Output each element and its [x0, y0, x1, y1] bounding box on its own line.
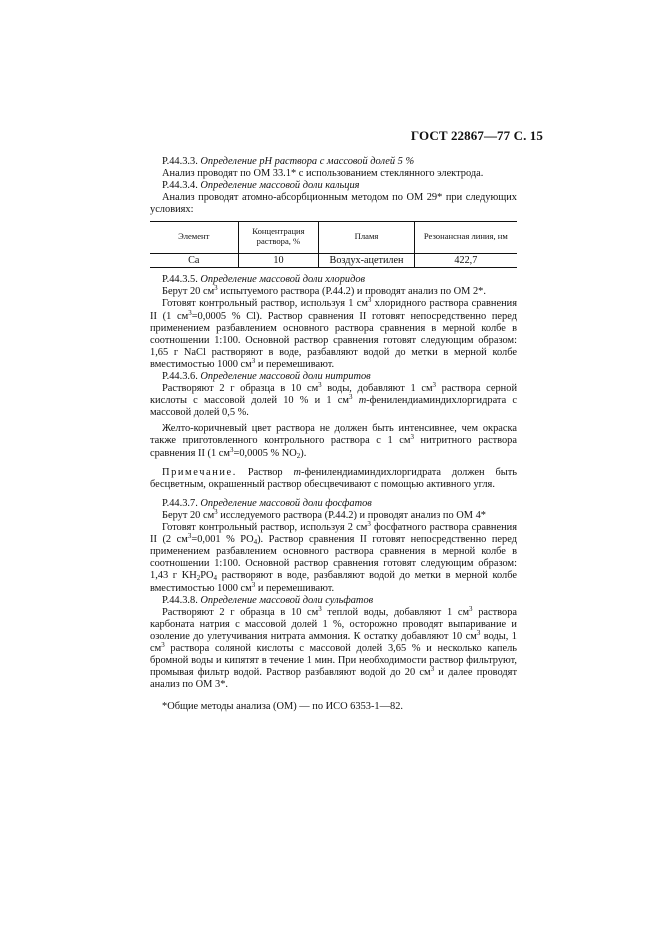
section-number: P.44.3.5. — [162, 274, 198, 286]
section-number: P.44.3.8. — [162, 594, 198, 606]
footnote: *Общие методы анализа (ОМ) — по ИСО 6353-1—82. — [162, 701, 403, 713]
section-number: P.44.3.3. — [162, 156, 198, 167]
table-cell: Ca — [150, 253, 238, 268]
section-title: Определение массовой доли кальция — [200, 180, 360, 192]
section-title: Определение массовой доли хлоридов — [200, 274, 366, 286]
column-header: Концентрация раствора, % — [238, 222, 319, 253]
section-title: Определение массовой доли нитритов — [200, 371, 371, 382]
table-cell: Воздух-ацетилен — [319, 253, 414, 268]
column-header: Резонансная линия, нм — [414, 222, 517, 253]
paragraph: Берут 20 $см^3$ исследуемого раствора (P.44.2) и проводят анализ по ОМ 4* — [162, 507, 486, 521]
column-header: Пламя — [319, 222, 414, 253]
table-cell: 422,7 — [414, 253, 517, 268]
paragraph: Анализ проводят атомно-абсорбционным методом по ОМ 29* при следующих условиях: — [150, 192, 517, 216]
section-heading-nitrites — [150, 371, 517, 383]
table-cell: 10 — [238, 253, 319, 268]
section-heading-calcium — [150, 180, 517, 192]
paragraph: Готовят контрольный раствор, используя 1 $см^3$ хлоридного раствора сравнения II (1 $см^3=0,0005$ % Cl). Раствор сравнения II готовят непосредственно перед применением разбавлением основного раствора сравнения в мерной колбе в соотношении 1:100. Основной раствор сравнения готовят следующим образом: 1,65 г NaCl растворяют в воде, разбавляют водой до метки в мерной колбе вместимостью 1000 $см^3$ и перемешивают. — [150, 296, 517, 370]
section-heading-sulfates — [150, 595, 517, 607]
section-heading-ph — [150, 156, 517, 168]
section-heading-phosphates — [150, 498, 517, 510]
section-heading-chlorides — [150, 274, 517, 286]
paragraph: Готовят контрольный раствор, используя 2 $см^3$ фосфатного раствора сравнения II (2 $см^3=0,001$ % $PO_4$). Раствор сравнения II готовят непосредственно перед применением разбавлением основного раствора сравнения в мерной колбе в соотношении 1:100. Основной раствор сравнения готовят следующим образом: 1,43 г $KH_2PO_4$ растворяют в воде, разбавляют водой до метки в мерной колбе вместимостью 1000 $см^3$ и перемешивают. — [150, 520, 518, 594]
paragraph: Растворяют 2 г образца в 10 $см^3$ воды, добавляют 1 $см^3$ раствора серной кислоты с массовой долей 10 % и 1 $см^3$ m-фенилендиаминдихлоргидрата с массовой долей 0,5 %. — [150, 381, 517, 419]
paragraph: Берут 20 $см^3$ испытуемого раствора (P.44.2) и проводят анализ по ОМ 2*. — [162, 284, 486, 298]
section-number: P.44.3.4. — [162, 180, 198, 192]
paragraph: Анализ проводят по ОМ 33.1* с использованием стеклянного электрода. — [162, 168, 484, 180]
note-label: Примечание. — [162, 466, 237, 478]
paragraph: Желто-коричневый цвет раствора не должен быть интенсивнее, чем окраска также приготовленного контрольного раствора с 1 $см^3$ нитритного раствора сравнения II (1 $см^3=0,0005$ % $NO_2$). — [150, 423, 517, 460]
column-header: Элемент — [150, 222, 238, 253]
note: Примечание. Раствор m-фенилендиаминдихлоргидрата должен быть бесцветным, окрашенный раствор обесцвечивают с помощью активного угля. — [150, 466, 517, 490]
table-header-row — [150, 222, 517, 253]
conditions-table — [150, 221, 517, 268]
table-row — [150, 253, 517, 268]
section-title: Определение массовой доли фосфатов — [200, 497, 372, 509]
page-header: ГОСТ 22867—77 С. 15 — [410, 128, 543, 143]
section-title: Определение pH раствора с массовой долей 5 % — [200, 156, 415, 167]
section-number: P.44.3.7. — [162, 497, 198, 509]
document-body — [150, 156, 517, 713]
section-number: P.44.3.6. — [162, 371, 198, 382]
paragraph: Растворяют 2 г образца в 10 $см^3$ теплой воды, добавляют 1 $см^3$ раствора карбоната натрия с массовой долей 1 %, осторожно проводят выпаривание и озоление до улетучивания нитрата аммония. К остатку добавляют 10 $см^3$ воды, 1 $см^3$ раствора соляной кислоты с массовой долей 3,65 % и несколько капель бромной воды и кипятят в течение 1 мин. При необходимости раствор фильтруют, промывая фильтр водой. Раствор разбавляют водой до 20 $см^3$ и далее проводят анализ по ОМ 3*. — [150, 604, 517, 691]
section-title: Определение массовой доли сульфатов — [200, 594, 374, 606]
